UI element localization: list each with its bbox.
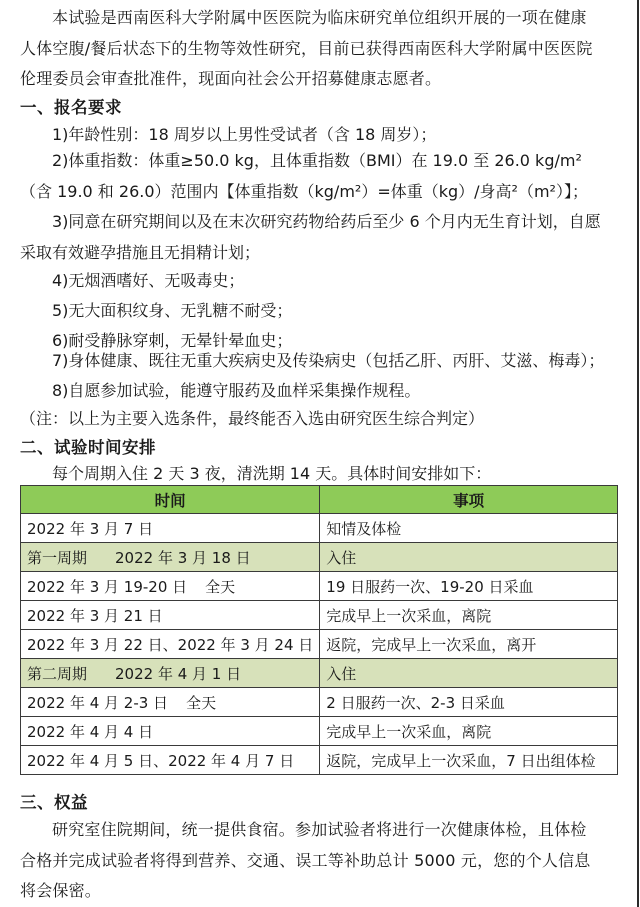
- cell-item: 完成早上一次采血，离院: [320, 717, 618, 746]
- header-time: 时间: [21, 486, 320, 514]
- cell-date: 2022 年 3 月 19-20 日: [27, 577, 188, 596]
- table-row: [21, 688, 618, 717]
- cell-time: 2022 年 4 月 5 日、2022 年 4 月 7 日: [21, 746, 320, 775]
- table-row: [21, 514, 618, 543]
- requirement-item-6: 6)耐受静脉穿刺，无晕针晕血史；: [52, 331, 293, 350]
- cell-time: 2022 年 3 月 21 日: [21, 601, 320, 630]
- table-row-cycle-1: [21, 543, 618, 572]
- cell-item: 返院，完成早上一次采血，离开: [320, 630, 618, 659]
- schedule-intro: 每个周期入住 2 天 3 夜，清洗期 14 天。具体时间安排如下：: [52, 464, 492, 483]
- table-row-cycle-2: [21, 659, 618, 688]
- cell-item: 19 日服药一次、19-20 日采血: [320, 572, 618, 601]
- cell-item: 2 日服药一次、2-3 日采血: [320, 688, 618, 717]
- cell-item: 入住: [320, 543, 618, 572]
- requirement-item-1: 1)年龄性别：18 周岁以上男性受试者（含 18 周岁）；: [52, 125, 437, 144]
- schedule-table: [20, 485, 618, 775]
- cycle-label: 第二周期: [27, 664, 88, 683]
- cell-time: 2022 年 3 月 7 日: [21, 514, 320, 543]
- table-row: [21, 601, 618, 630]
- table-row: [21, 572, 618, 601]
- cycle-label: 第一周期: [27, 548, 88, 567]
- requirement-item-7: 7)身体健康、既往无重大疾病史及传染病史（包括乙肝、丙肝、艾滋、梅毒）；: [52, 351, 605, 370]
- page-right-border: [637, 0, 639, 907]
- cell-item: 知情及体检: [320, 514, 618, 543]
- cell-time: 2022 年 3 月 22 日、2022 年 3 月 24 日: [21, 630, 320, 659]
- benefits-text: 研究室住院期间，统一提供食宿。参加试验者将进行一次健康体检，且体检合格并完成试验者将得到营养、交通、误工等补助总计 5000 元，您的个人信息将会保密。: [20, 820, 591, 900]
- intro-text: 本试验是西南医科大学附属中医医院为临床研究单位组织开展的一项在健康人体空腹/餐后状态下的生物等效性研究，目前已获得西南医科大学附属中医医院伦理委员会审查批准件，现面向社会公开招募健康志愿者。: [20, 8, 593, 88]
- cell-time: 2022 年 4 月 4 日: [21, 717, 320, 746]
- cell-duration: 全天: [205, 577, 236, 596]
- cell-duration: 全天: [186, 693, 217, 712]
- requirement-item-5: 5)无大面积纹身、无乳糖不耐受；: [52, 301, 293, 320]
- section-1-heading: 一、报名要求: [20, 98, 122, 117]
- schedule-header-row: [21, 486, 618, 514]
- header-item: 事项: [320, 486, 618, 514]
- section-3-heading: 三、权益: [20, 793, 88, 812]
- cell-time: [21, 572, 320, 601]
- cell-item: 入住: [320, 659, 618, 688]
- cell-time: [21, 543, 320, 572]
- table-row: [21, 630, 618, 659]
- requirement-item-3-text: 3)同意在研究期间以及在末次研究药物给药后至少 6 个月内无生育计划，自愿采取有效避孕措施且无捐精计划；: [20, 212, 601, 262]
- intro-paragraph: [20, 3, 600, 95]
- cycle-date: 2022 年 4 月 1 日: [115, 664, 242, 683]
- cell-item: 返院，完成早上一次采血，7 日出组体检: [320, 746, 618, 775]
- cell-time: [21, 659, 320, 688]
- cell-date: 2022 年 4 月 2-3 日: [27, 693, 169, 712]
- cycle-date: 2022 年 3 月 18 日: [115, 548, 251, 567]
- table-row: [21, 717, 618, 746]
- requirement-item-3: [20, 207, 610, 268]
- selection-note: （注：以上为主要入选条件，最终能否入选由研究医生综合判定）: [20, 409, 485, 428]
- requirement-item-4: 4)无烟酒嗜好、无吸毒史；: [52, 271, 245, 290]
- section-2-heading: 二、试验时间安排: [20, 438, 156, 457]
- table-row: [21, 746, 618, 775]
- requirement-item-8: 8)自愿参加试验，能遵守服药及血样采集操作规程。: [52, 381, 421, 400]
- requirement-item-2-text: 2)体重指数：体重≥50.0 kg，且体重指数（BMI）在 19.0 至 26.0 kg/m²（含 19.0 和 26.0）范围内【体重指数（kg/m²）=体重（kg）/身高²（m²）】；: [20, 151, 588, 201]
- cell-time: [21, 688, 320, 717]
- requirement-item-2: [20, 146, 610, 207]
- benefits-paragraph: [20, 815, 600, 907]
- cell-item: 完成早上一次采血，离院: [320, 601, 618, 630]
